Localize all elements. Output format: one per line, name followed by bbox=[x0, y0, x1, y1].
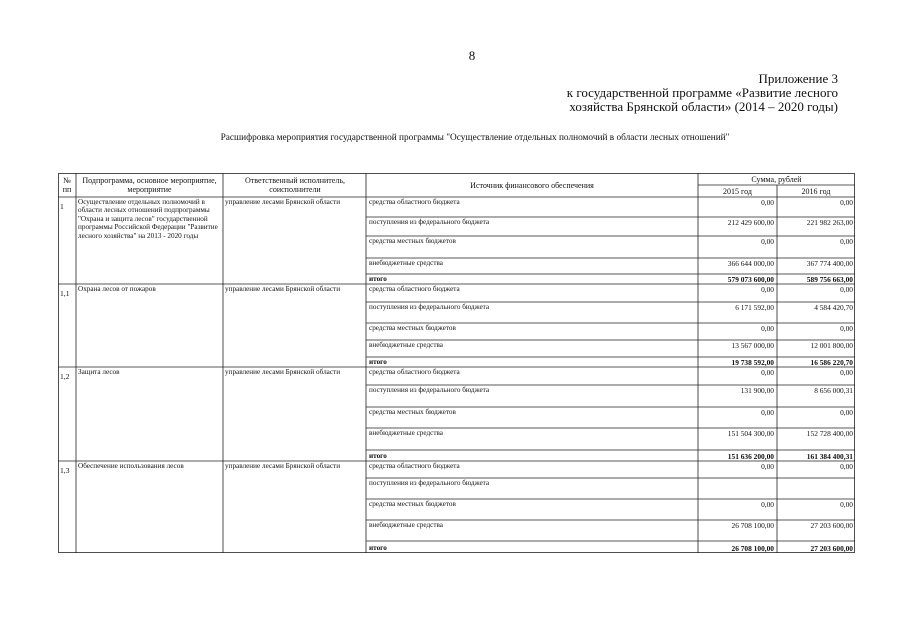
funding-source-label: внебюджетные средства bbox=[369, 429, 443, 437]
amount-2016: 221 982 263,00 bbox=[806, 218, 853, 227]
amount-2016: 367 774 400,00 bbox=[806, 259, 853, 268]
amount-2016: 8 656 000,31 bbox=[814, 386, 853, 395]
amount-2016: 0,00 bbox=[840, 237, 853, 246]
header-program: Подпрограмма, основное мероприятие, мероприятие bbox=[82, 176, 217, 194]
funding-source-label: итого bbox=[369, 358, 387, 366]
section-executor: управление лесами Брянской области bbox=[225, 198, 341, 206]
amount-2015: 0,00 bbox=[761, 408, 774, 417]
amount-2015: 26 708 100,00 bbox=[731, 544, 774, 553]
amount-2015: 0,00 bbox=[761, 500, 774, 509]
funding-source-label: итого bbox=[369, 275, 387, 283]
amount-2015: 0,00 bbox=[761, 462, 774, 471]
funding-source-label: итого bbox=[369, 452, 387, 460]
funding-source-label: поступления из федерального бюджета bbox=[369, 303, 490, 311]
header-executor: Ответственный исполнитель, соисполнители bbox=[245, 176, 345, 194]
amount-2016: 16 586 220,70 bbox=[810, 358, 853, 367]
section-executor: управление лесами Брянской области bbox=[225, 285, 341, 293]
funding-source-label: средства местных бюджетов bbox=[369, 324, 456, 332]
funding-table bbox=[58, 173, 855, 553]
appendix-line-2: к государственной программе «Развитие лесного bbox=[566, 85, 838, 100]
amount-2016: 0,00 bbox=[840, 285, 853, 294]
amount-2016: 4 584 420,70 bbox=[814, 303, 853, 312]
funding-source-label: поступления из федерального бюджета bbox=[369, 386, 490, 394]
section-name: Охрана лесов от пожаров bbox=[78, 285, 156, 293]
funding-source-label: внебюджетные средства bbox=[369, 341, 443, 349]
header-2016: 2016 год bbox=[801, 187, 831, 196]
appendix-header bbox=[540, 72, 838, 114]
amount-2015: 131 900,00 bbox=[740, 386, 774, 395]
section-number: 1 bbox=[60, 202, 64, 211]
amount-2016: 0,00 bbox=[840, 324, 853, 333]
header-sum: Сумма, рублей bbox=[751, 175, 802, 184]
funding-source-label: средства местных бюджетов bbox=[369, 237, 456, 245]
funding-source-label: средства областного бюджета bbox=[369, 368, 460, 376]
amount-2015: 151 504 300,00 bbox=[727, 429, 774, 438]
funding-source-label: внебюджетные средства bbox=[369, 521, 443, 529]
funding-source-label: поступления из федерального бюджета bbox=[369, 479, 490, 487]
amount-2015: 0,00 bbox=[761, 198, 774, 207]
funding-source-label: средства областного бюджета bbox=[369, 285, 460, 293]
funding-source-label: внебюджетные средства bbox=[369, 259, 443, 267]
amount-2016: 0,00 bbox=[840, 462, 853, 471]
funding-source-label: средства местных бюджетов bbox=[369, 500, 456, 508]
document-title: Расшифровка мероприятия государственной программы "Осуществление отдельных полномочий в области лесных отношений" bbox=[220, 133, 730, 143]
amount-2016: 0,00 bbox=[840, 198, 853, 207]
amount-2016: 161 384 400,31 bbox=[806, 452, 853, 461]
amount-2016: 12 001 800,00 bbox=[810, 341, 853, 350]
amount-2016: 27 203 600,00 bbox=[810, 544, 853, 553]
section-name: Обеспечение использования лесов bbox=[78, 462, 184, 470]
section-number: 1,1 bbox=[60, 289, 70, 298]
section-name: Осуществление отдельных полномочий в области лесных отношений подпрограммы "Охрана и защита лесов" государственной программы Российской Федерации "Развитие лесного хозяйства" на 2013 - 2020 годы bbox=[78, 198, 218, 240]
appendix-line-1: Приложение 3 bbox=[758, 71, 838, 86]
amount-2015: 26 708 100,00 bbox=[731, 521, 774, 530]
header-source: Источник финансового обеспечения bbox=[470, 181, 594, 190]
amount-2015: 0,00 bbox=[761, 324, 774, 333]
amount-2015: 0,00 bbox=[761, 368, 774, 377]
section-number: 1,2 bbox=[60, 372, 70, 381]
header-num: № пп bbox=[62, 176, 72, 194]
funding-source-label: средства областного бюджета bbox=[369, 198, 460, 206]
amount-2015: 13 567 000,00 bbox=[731, 341, 774, 350]
section-number: 1,3 bbox=[60, 466, 70, 475]
amount-2015: 19 738 592,00 bbox=[731, 358, 774, 367]
amount-2015: 366 644 000,00 bbox=[727, 259, 774, 268]
amount-2016: 0,00 bbox=[840, 368, 853, 377]
amount-2015: 579 073 600,00 bbox=[727, 275, 774, 284]
header-2015: 2015 год bbox=[723, 187, 752, 196]
section-executor: управление лесами Брянской области bbox=[225, 368, 341, 376]
amount-2016: 589 756 663,00 bbox=[806, 275, 853, 284]
funding-source-label: средства местных бюджетов bbox=[369, 408, 456, 416]
amount-2015: 0,00 bbox=[761, 285, 774, 294]
amount-2015: 6 171 592,00 bbox=[735, 303, 774, 312]
amount-2016: 152 728 400,00 bbox=[806, 429, 853, 438]
amount-2015: 151 636 200,00 bbox=[727, 452, 774, 461]
page-number: 8 bbox=[468, 48, 476, 63]
amount-2015: 0,00 bbox=[761, 237, 774, 246]
section-name: Защита лесов bbox=[78, 368, 120, 376]
section-executor: управление лесами Брянской области bbox=[225, 462, 341, 470]
amount-2016: 27 203 600,00 bbox=[810, 521, 853, 530]
amount-2015: 212 429 600,00 bbox=[727, 218, 774, 227]
funding-source-label: итого bbox=[369, 544, 387, 552]
amount-2016: 0,00 bbox=[840, 500, 853, 509]
amount-2016: 0,00 bbox=[840, 408, 853, 417]
funding-source-label: поступления из федерального бюджета bbox=[369, 218, 490, 226]
appendix-line-3: хозяйства Брянской области» (2014 – 2020 годы) bbox=[569, 99, 838, 114]
funding-source-label: средства областного бюджета bbox=[369, 462, 460, 470]
